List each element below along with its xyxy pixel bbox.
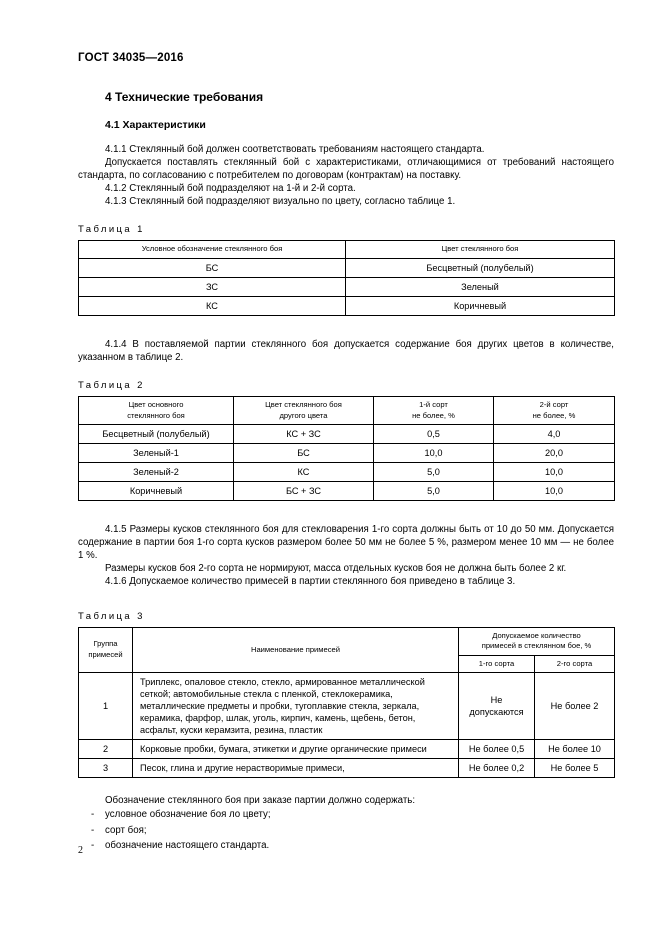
table-header-row [79,397,615,425]
table2-cell-other-color: КС + ЗС [234,425,374,444]
table1-cell-code: КС [79,296,346,315]
marking-list [78,807,614,854]
header-line-2: примесей в стеклянном бое, % [481,641,592,651]
paragraph-sizes-grade2: Размеры кусков боя 2-го сорта не нормируют, масса отдельных кусков боя не должна быть более 2 кг. [105,563,567,575]
table3-header-grade1: 1-го сорта [459,655,535,673]
section-heading: 4 Технические требования [105,89,264,104]
header-line-2: стеклянного боя [127,410,185,420]
list-item [78,838,614,854]
table1-cell-color: Зеленый [346,277,615,296]
table2-header-cell [234,397,374,425]
table3-cell-grade1: Не более 0,5 [459,740,535,759]
table1-caption: Таблица 1 [78,224,145,236]
table2-cell-grade2: 10,0 [494,482,615,501]
table2-caption: Таблица 2 [78,380,145,392]
table3-cell-group: 3 [79,759,133,778]
table-row [79,740,615,759]
running-head: ГОСТ 34035—2016 [78,52,184,64]
table2-header-cell [79,397,234,425]
header-line-1: 1-й сорт [419,400,448,410]
table1-cell-color: Бесцветный (полубелый) [346,258,615,277]
table2-cell-other-color: КС [234,463,374,482]
table2-cell-grade2: 20,0 [494,444,615,463]
subsection-heading: 4.1 Характеристики [105,118,206,131]
table3-cell-grade2: Не более 10 [535,740,615,759]
table3-header-group [79,627,133,673]
paragraph-marking-intro: Обозначение стеклянного боя при заказе партии должно содержать: [105,795,416,807]
table-header-row [79,627,615,655]
list-item [78,807,614,823]
table3-header-name: Наименование примесей [133,627,459,673]
list-item-label: сорт боя; [105,824,147,836]
header-line-1: Цвет стеклянного боя [265,400,342,410]
table3-header-amount [459,627,615,655]
table2-cell-other-color: БС [234,444,374,463]
paragraph-4-1-6: 4.1.6 Допускаемое количество примесей в партии стеклянного боя приведено в таблице 3. [105,576,516,588]
table1-cell-color: Коричневый [346,296,615,315]
list-item-label: обозначение настоящего стандарта. [105,840,270,852]
table2-header-cell [494,397,615,425]
dash-marker: - [91,809,95,821]
table2-cell-grade1: 0,5 [374,425,494,444]
table2-cell-other-color: БС + ЗС [234,482,374,501]
table-row [79,296,615,315]
page-number: 2 [78,845,83,856]
table3-cell-grade2: Не более 2 [535,673,615,740]
table2-header-cell [374,397,494,425]
table-row [79,425,615,444]
table-row [79,258,615,277]
table-3 [78,627,615,779]
paragraph-4-1-3: 4.1.3 Стеклянный бой подразделяют визуально по цвету, согласно таблице 1. [105,196,456,208]
table1-header-cell: Цвет стеклянного боя [346,241,615,259]
dash-marker: - [91,824,95,836]
table3-cell-group: 2 [79,740,133,759]
table3-cell-group: 1 [79,673,133,740]
table2-cell-base-color: Бесцветный (полубелый) [79,425,234,444]
paragraph-4-1-4: 4.1.4 В поставляемой партии стеклянного боя допускается содержание боя других цветов в количестве, указанном в таблице 2. [78,338,614,363]
header-line-2: не более, % [532,410,576,420]
table3-cell-grade1: Не более 0,2 [459,759,535,778]
table3-header-grade2: 2-го сорта [535,655,615,673]
table3-caption: Таблица 3 [78,610,145,622]
header-line-1: Цвет основного [128,400,184,410]
table2-cell-base-color: Зеленый-2 [79,463,234,482]
table-row [79,673,615,740]
table-row [79,759,615,778]
table2-cell-base-color: Зеленый-1 [79,444,234,463]
header-line-2: другого цвета [279,410,328,420]
table3-cell-name: Корковые пробки, бумага, этикетки и другие органические примеси [133,740,459,759]
table-row [79,444,615,463]
header-line-2: не более, % [412,410,455,420]
header-line-2: примесей [88,649,123,659]
table-1 [78,240,615,316]
table2-cell-grade2: 4,0 [494,425,615,444]
paragraph-4-1-1: 4.1.1 Стеклянный бой должен соответствовать требованиям настоящего стандарта. [105,143,485,155]
page-content [78,52,614,854]
table1-cell-code: ЗС [79,277,346,296]
table3-cell-grade1: Не допускаются [459,673,535,740]
header-line-1: 2-й сорт [539,400,569,410]
table1-cell-code: БС [79,258,346,277]
table3-cell-name: Песок, глина и другие нерастворимые примеси, [133,759,459,778]
table2-cell-grade1: 10,0 [374,444,494,463]
table-row [79,482,615,501]
table-2 [78,396,615,501]
paragraph-4-1-2: 4.1.2 Стеклянный бой подразделяют на 1-й и 2-й сорта. [105,183,356,195]
dash-marker: - [91,840,95,852]
table1-header-cell: Условное обозначение стеклянного боя [79,241,346,259]
list-item-label: условное обозначение боя ло цвету; [105,809,271,821]
table2-cell-grade1: 5,0 [374,482,494,501]
table2-cell-base-color: Коричневый [79,482,234,501]
table-row [79,463,615,482]
paragraph-allowance: Допускается поставлять стеклянный бой с характеристиками, отличающимися от требований настоящего стандарта, по согласованию с потребителем по договорам (контрактам) на поставку. [78,157,614,182]
header-line-1: Группа [93,639,118,649]
table3-cell-name: Триплекс, опаловое стекло, стекло, армированное металлической сеткой; автомобильные стекла с пленкой, стеклокерамика, металлические предметы и пробки, тугоплавкие стекла, зеркала, керамика, фарфор, шлак, уголь, кирпич, камень, щебень, бетон, асфальт, куски керамзита, резина, пластик [133,673,459,740]
table2-cell-grade1: 5,0 [374,463,494,482]
table-header-row [79,241,615,259]
paragraph-4-1-5: 4.1.5 Размеры кусков стеклянного боя для стекловарения 1-го сорта должны быть от 10 до 50 мм. Допускается содержание в партии боя 1-го сорта кусков размером более 50 мм не более 5 %, размером менее 10 мм — не более 1 %. [78,524,614,562]
header-line-1: Допускаемое количество [492,630,581,640]
table2-cell-grade2: 10,0 [494,463,615,482]
list-item [78,823,614,839]
table-row [79,277,615,296]
table3-cell-grade2: Не более 5 [535,759,615,778]
